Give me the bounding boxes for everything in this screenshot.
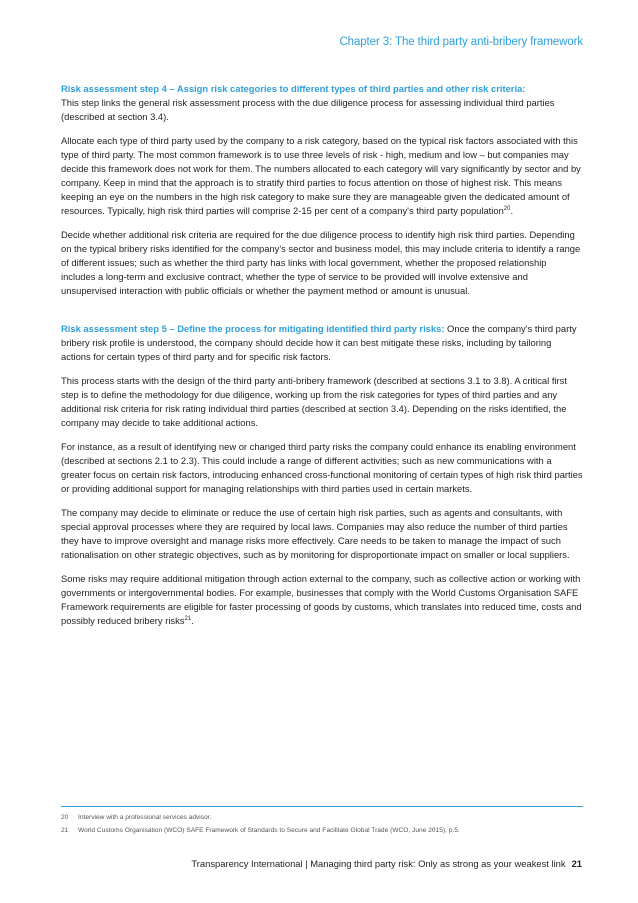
- footnote-20: [61, 811, 583, 824]
- mitigation-text: Some risks may require additional mitigation through action external to the company, such as collective action or working with governments or intergovernmental bodies. For example, businesses that comply with the World Customs Organisation SAFE Framework requirements are eligible for faster processing of goods by customs, which translates into reduced time, costs and possibly reduced bribery risks: [61, 573, 582, 626]
- decide-text: Decide whether additional risk criteria are required for the due diligence process to identify high risk third parties. Depending on the typical bribery risks identified for the company's sector and business model, this may include criteria to identify a range of different issues; such as whether the third party has links with local government, whether the proposed relationship includes a long-term and exclusive contract, whether the type of service to be provided will involve extensive and unsupervised interaction with public officials or whether the payment method or amount is unusual.: [61, 229, 581, 296]
- paragraph-step-5: [61, 322, 583, 364]
- footnotes: [61, 806, 583, 837]
- footer-text: Transparency International | Managing third party risk: Only as strong as your weakest link: [191, 858, 566, 869]
- paragraph-decide: [61, 228, 583, 298]
- footnote-number: 21: [61, 827, 69, 834]
- footnote-21: [61, 824, 583, 837]
- chapter-header: Chapter 3: The third party anti-bribery framework: [339, 36, 583, 48]
- step-5-text: Once the company's third party bribery risk profile is understood, the company should decide how it can best mitigate these risks, including by tailoring actions for certain types of third party and for specific risk factors.: [61, 323, 577, 362]
- allocate-text: Allocate each type of third party used by the company to a risk category, based on the typical risk factors associated with this type of third party. The most common framework is to use three levels of risk - high, medium and low – but companies may decide this framework does not work for them. The numbers allocated to each category will vary significantly by sector and by company. Keep in mind that the approach is to stratify third parties to focus attention on those of highest risk. This means keeping an eye on the numbers in the high risk category to make sure they are manageable given the dedicated amount of resources. Typically, high risk third parties will comprise 2-15 per cent of a company's third party population: [61, 135, 581, 216]
- page-number: 21: [571, 858, 582, 869]
- footnote-text: Interview with a professional services advisor.: [78, 814, 212, 821]
- step-5-heading: Risk assessment step 5 – Define the process for mitigating identified third party risks:: [61, 323, 445, 334]
- paragraph-step-4: [61, 82, 583, 124]
- footnote-number: 20: [61, 814, 69, 821]
- instance-text: For instance, as a result of identifying new or changed third party risks the company could enhance its enabling environment (described at sections 2.1 to 2.3). This could include a range of different activities; such as new communications with a greater focus on certain risk factors, introducing enhanced cross-functional monitoring of certain types of high risk third parties or providing additional support for managing relationships with third parties used in certain markets.: [61, 441, 583, 494]
- paragraph-process: [61, 374, 583, 430]
- footnote-ref-20[interactable]: 20: [503, 205, 511, 212]
- paragraph-eliminate: [61, 506, 583, 562]
- paragraph-mitigation: Some risks may require additional mitigation through action external to the company, such as collective action or working with governments or intergovernmental bodies. For example, businesses that comply with the World Customs Organisation SAFE Framework requirements are eligible for faster processing of goods by customs, which translates into reduced time, costs and possibly reduced bribery risks$^{21}$.: [61, 573, 582, 626]
- step-4-heading: Risk assessment step 4 – Assign risk categories to different types of third parties and other risk criteria:: [61, 83, 526, 94]
- page-footer: [191, 858, 582, 869]
- footnote-text: World Customs Organisation (WCO) SAFE Framework of Standards to Secure and Facilitate Global Trade (WCO, June 2015), p.5.: [78, 827, 460, 834]
- footnote-ref-21[interactable]: 21: [184, 615, 192, 622]
- body-content: [61, 82, 583, 638]
- process-text: This process starts with the design of the third party anti-bribery framework (described at sections 3.1 to 3.8). A critical first step is to define the methodology for due diligence, working up from the risk categories for types of third parties and any additional risk criteria for risk rating individual third parties (described at section 3.4). Depending on the risks identified, the company may decide to take additional actions.: [61, 375, 567, 428]
- eliminate-text: The company may decide to eliminate or reduce the use of certain high risk parties, such as agents and consultants, with special approval processes where they are required by local laws. Companies may also reduce the number of third parties they have to improve oversight and manage risks more effectively. Care needs to be taken to manage the impact of such rationalisation on other strategic objectives, such as by monitoring for disproportionate impact on smaller or local suppliers.: [61, 507, 570, 560]
- paragraph-allocate: Allocate each type of third party used by the company to a risk category, based on the typical risk factors associated with this type of third party. The most common framework is to use three levels of risk - high, medium and low – but companies may decide this framework does not work for them. The numbers allocated to each category will vary significantly by sector and by company. Keep in mind that the approach is to stratify third parties to focus attention on those of highest risk. This means keeping an eye on the numbers in the high risk category to make sure they are manageable given the dedicated amount of resources. Typically, high risk third parties will comprise 2-15 per cent of a company's third party population$^{20}$.: [61, 135, 581, 216]
- paragraph-instance: [61, 440, 583, 496]
- step-4-text: This step links the general risk assessment process with the due diligence process for assessing individual third parties (described at section 3.4).: [61, 97, 555, 122]
